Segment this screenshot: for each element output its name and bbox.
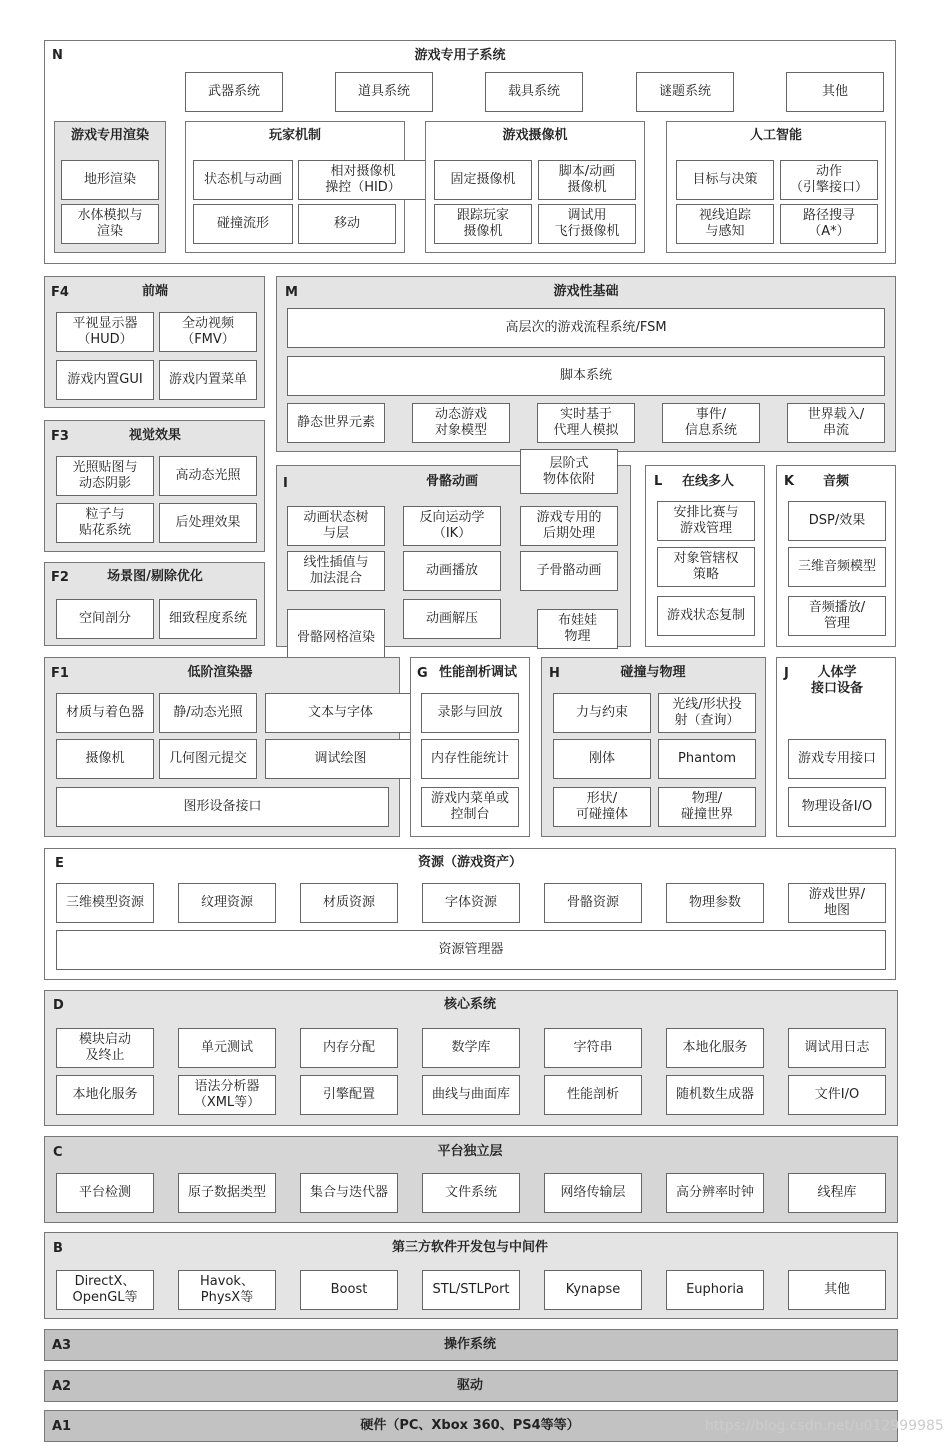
- i-anim-decompression: 动画解压: [403, 599, 501, 639]
- panel-a3-letter: A3: [52, 1338, 72, 1353]
- n-sight-traces-perception: 视线追踪 与感知: [676, 204, 774, 244]
- n-player-title: 玩家机制: [268, 128, 321, 143]
- n-item-system: 道具系统: [335, 72, 433, 112]
- d-localization-1: 本地化服务: [666, 1028, 764, 1068]
- d-parsers-xml: 语法分析器 （XML等）: [178, 1075, 276, 1115]
- h-ray-shape-casts: 光线/形状投 射（查询）: [658, 693, 756, 733]
- n-follow-camera: 跟踪玩家 摄像机: [434, 204, 532, 244]
- f4-ingame-menu: 游戏内置菜单: [159, 360, 257, 400]
- n-camera-title: 游戏摄像机: [502, 128, 568, 143]
- f1-static-dynamic-lighting: 静/动态光照: [159, 693, 257, 733]
- panel-f3-title: 视觉效果: [128, 428, 181, 443]
- d-profiling: 性能剖析: [544, 1075, 642, 1115]
- panel-n-title: 游戏专用子系统: [414, 48, 506, 63]
- f3-particles-decals: 粒子与 贴花系统: [56, 503, 154, 543]
- panel-f3-letter: F3: [51, 429, 69, 444]
- f2-spatial-subdivision: 空间剖分: [56, 599, 154, 639]
- l-object-authority: 对象管辖权 策略: [657, 547, 755, 587]
- c-hi-res-timer: 高分辨率时钟: [666, 1173, 764, 1213]
- panel-f1-title: 低阶渲染器: [187, 665, 253, 680]
- e-game-world-map: 游戏世界/ 地图: [788, 883, 886, 923]
- panel-j-title: 人体学 接口设备: [810, 665, 863, 696]
- panel-g-title: 性能剖析调试: [438, 665, 517, 680]
- n-puzzle-system: 谜题系统: [636, 72, 734, 112]
- c-collections-iterators: 集合与迭代器: [300, 1173, 398, 1213]
- m-high-level-flow-fsm: 高层次的游戏流程系统/FSM: [287, 308, 885, 348]
- n-terrain-render: 地形渲染: [61, 160, 159, 200]
- e-3d-model-resource: 三维模型资源: [56, 883, 154, 923]
- panel-h-title: 碰撞与物理: [620, 665, 686, 680]
- d-file-io: 文件I/O: [788, 1075, 886, 1115]
- d-module-startup-shutdown: 模块启动 及终止: [56, 1028, 154, 1068]
- panel-h-letter: H: [549, 666, 560, 681]
- n-vehicle-system: 载具系统: [485, 72, 583, 112]
- h-forces-constraints: 力与约束: [553, 693, 651, 733]
- d-debug-logging: 调试用日志: [788, 1028, 886, 1068]
- panel-a2-letter: A2: [52, 1379, 72, 1394]
- n-other: 其他: [786, 72, 884, 112]
- j-physical-device-io: 物理设备I/O: [788, 787, 886, 827]
- m-scripting-system: 脚本系统: [287, 356, 885, 396]
- h-phantom: Phantom: [658, 739, 756, 779]
- h-physics-collision-world: 物理/ 碰撞世界: [658, 787, 756, 827]
- i-ragdoll-physics: 布娃娃 物理: [537, 609, 618, 649]
- f1-materials-shaders: 材质与着色器: [56, 693, 154, 733]
- f3-lightmaps-shadows: 光照贴图与 动态阴影: [56, 456, 154, 496]
- panel-a3-title: 操作系统: [443, 1337, 496, 1352]
- i-sub-skeletal-anim: 子骨骼动画: [520, 551, 618, 591]
- f3-hdr-lighting: 高动态光照: [159, 456, 257, 496]
- b-directx-opengl: DirectX、 OpenGL等: [56, 1270, 154, 1310]
- l-state-replication: 游戏状态复制: [657, 596, 755, 636]
- f1-debug-drawing: 调试绘图: [265, 739, 416, 779]
- panel-b-title: 第三方软件开发包与中间件: [391, 1240, 548, 1255]
- i-skeletal-mesh-render: 骨骼网格渲染: [287, 609, 385, 667]
- h-shapes-collidables: 形状/ 可碰撞体: [553, 787, 651, 827]
- panel-c-letter: C: [53, 1145, 63, 1160]
- n-camera-relative-control: 相对摄像机 操控（HID）: [298, 160, 428, 200]
- d-math-library: 数学库: [422, 1028, 520, 1068]
- panel-k-letter: K: [784, 474, 795, 489]
- n-debug-fly-camera: 调试用 飞行摄像机: [538, 204, 636, 244]
- d-strings: 字符串: [544, 1028, 642, 1068]
- e-physics-parameters: 物理参数: [666, 883, 764, 923]
- k-audio-playback: 音频播放/ 管理: [788, 596, 886, 636]
- h-rigid-bodies: 刚体: [553, 739, 651, 779]
- g-ingame-menu-console: 游戏内菜单或 控制台: [421, 787, 519, 827]
- n-goals-decisions: 目标与决策: [676, 160, 774, 200]
- n-render-title: 游戏专用渲染: [70, 128, 149, 143]
- watermark: https://blog.csdn.net/u012999985: [705, 1418, 944, 1434]
- b-kynapse: Kynapse: [544, 1270, 642, 1310]
- f1-cameras: 摄像机: [56, 739, 154, 779]
- c-file-system: 文件系统: [422, 1173, 520, 1213]
- i-lerp-additive-blend: 线性插值与 加法混合: [287, 551, 385, 591]
- b-other: 其他: [788, 1270, 886, 1310]
- i-inverse-kinematics: 反向运动学 （IK）: [403, 506, 501, 546]
- e-font-resource: 字体资源: [422, 883, 520, 923]
- f1-graphics-device-interface: 图形设备接口: [56, 787, 389, 827]
- m-world-loading-streaming: 世界载入/ 串流: [787, 403, 885, 443]
- b-havok-physx: Havok、 PhysX等: [178, 1270, 276, 1310]
- panel-g-letter: G: [417, 666, 428, 681]
- d-curves-surfaces: 曲线与曲面库: [422, 1075, 520, 1115]
- n-weapon-system: 武器系统: [185, 72, 283, 112]
- e-material-resource: 材质资源: [300, 883, 398, 923]
- d-localization-2: 本地化服务: [56, 1075, 154, 1115]
- k-dsp-effects: DSP/效果: [788, 501, 886, 541]
- n-fixed-camera: 固定摄像机: [434, 160, 532, 200]
- f4-fmv: 全动视频 （FMV）: [159, 312, 257, 352]
- i-game-post-processing: 游戏专用的 后期处理: [520, 506, 618, 546]
- panel-k-title: 音频: [822, 474, 849, 489]
- f3-post-effects: 后处理效果: [159, 503, 257, 543]
- panel-f2-title: 场景图/剔除优化: [107, 569, 203, 584]
- b-stl-stlport: STL/STLPort: [422, 1270, 520, 1310]
- e-resource-manager: 资源管理器: [56, 930, 886, 970]
- g-memory-stats: 内存性能统计: [421, 739, 519, 779]
- d-engine-config: 引擎配置: [300, 1075, 398, 1115]
- panel-d-title: 核心系统: [443, 997, 496, 1012]
- i-anim-playback: 动画播放: [403, 551, 501, 591]
- m-agent-simulation: 实时基于 代理人模拟: [537, 403, 635, 443]
- panel-c-title: 平台独立层: [437, 1144, 503, 1159]
- d-unit-testing: 单元测试: [178, 1028, 276, 1068]
- panel-l-letter: L: [654, 474, 663, 489]
- b-euphoria: Euphoria: [666, 1270, 764, 1310]
- panel-j-letter: J: [784, 666, 789, 681]
- f4-ingame-gui: 游戏内置GUI: [56, 360, 154, 400]
- panel-f4-letter: F4: [51, 285, 69, 300]
- panel-d-letter: D: [53, 998, 64, 1013]
- d-rng: 随机数生成器: [666, 1075, 764, 1115]
- panel-i-title: 骨骼动画: [425, 474, 478, 489]
- panel-i-letter: I: [283, 476, 288, 491]
- panel-e-title: 资源（游戏资产）: [417, 855, 522, 870]
- j-game-specific-interface: 游戏专用接口: [788, 739, 886, 779]
- f2-lod-system: 细致程度系统: [159, 599, 257, 639]
- f1-primitive-submission: 几何图元提交: [159, 739, 257, 779]
- c-atomic-data-types: 原子数据类型: [178, 1173, 276, 1213]
- m-event-messaging: 事件/ 信息系统: [662, 403, 760, 443]
- n-state-machine-anim: 状态机与动画: [193, 160, 293, 200]
- c-threading-library: 线程库: [788, 1173, 886, 1213]
- panel-a2-title: 驱动: [456, 1378, 483, 1393]
- panel-m-title: 游戏性基础: [553, 284, 619, 299]
- m-dynamic-object-model: 动态游戏 对象模型: [412, 403, 510, 443]
- panel-a1-letter: A1: [52, 1419, 72, 1434]
- i-hierarchical-attachment: 层阶式 物体依附: [520, 449, 618, 494]
- d-memory-allocation: 内存分配: [300, 1028, 398, 1068]
- panel-f4-title: 前端: [141, 284, 168, 299]
- panel-m-letter: M: [285, 285, 298, 300]
- panel-b-letter: B: [53, 1241, 63, 1256]
- n-path-finding: 路径搜寻 （A*）: [780, 204, 878, 244]
- l-matchmaking: 安排比赛与 游戏管理: [657, 501, 755, 541]
- panel-f2-letter: F2: [51, 570, 69, 585]
- n-water-sim-render: 水体模拟与 渲染: [61, 204, 159, 244]
- panel-n-letter: N: [52, 48, 63, 63]
- g-recording-playback: 录影与回放: [421, 693, 519, 733]
- e-texture-resource: 纹理资源: [178, 883, 276, 923]
- panel-l-title: 在线多人: [681, 474, 734, 489]
- k-3d-audio-model: 三维音频模型: [788, 547, 886, 587]
- n-collision-manifold: 碰撞流形: [193, 204, 293, 244]
- panel-f1-letter: F1: [51, 666, 69, 681]
- panel-e-letter: E: [55, 856, 64, 871]
- f4-hud: 平视显示器 （HUD）: [56, 312, 154, 352]
- c-network-transport: 网络传输层: [544, 1173, 642, 1213]
- c-platform-detection: 平台检测: [56, 1173, 154, 1213]
- f1-text-fonts: 文本与字体: [265, 693, 416, 733]
- e-skeleton-resource: 骨骼资源: [544, 883, 642, 923]
- n-ai-title: 人工智能: [749, 128, 802, 143]
- n-scripted-camera: 脚本/动画 摄像机: [538, 160, 636, 200]
- i-anim-state-tree: 动画状态树 与层: [287, 506, 385, 546]
- n-movement: 移动: [298, 204, 396, 244]
- panel-a1-title: 硬件（PC、Xbox 360、PS4等等）: [360, 1418, 580, 1433]
- b-boost: Boost: [300, 1270, 398, 1310]
- n-actions-engine-interface: 动作 （引擎接口）: [780, 160, 878, 200]
- m-static-world-elements: 静态世界元素: [287, 403, 385, 443]
